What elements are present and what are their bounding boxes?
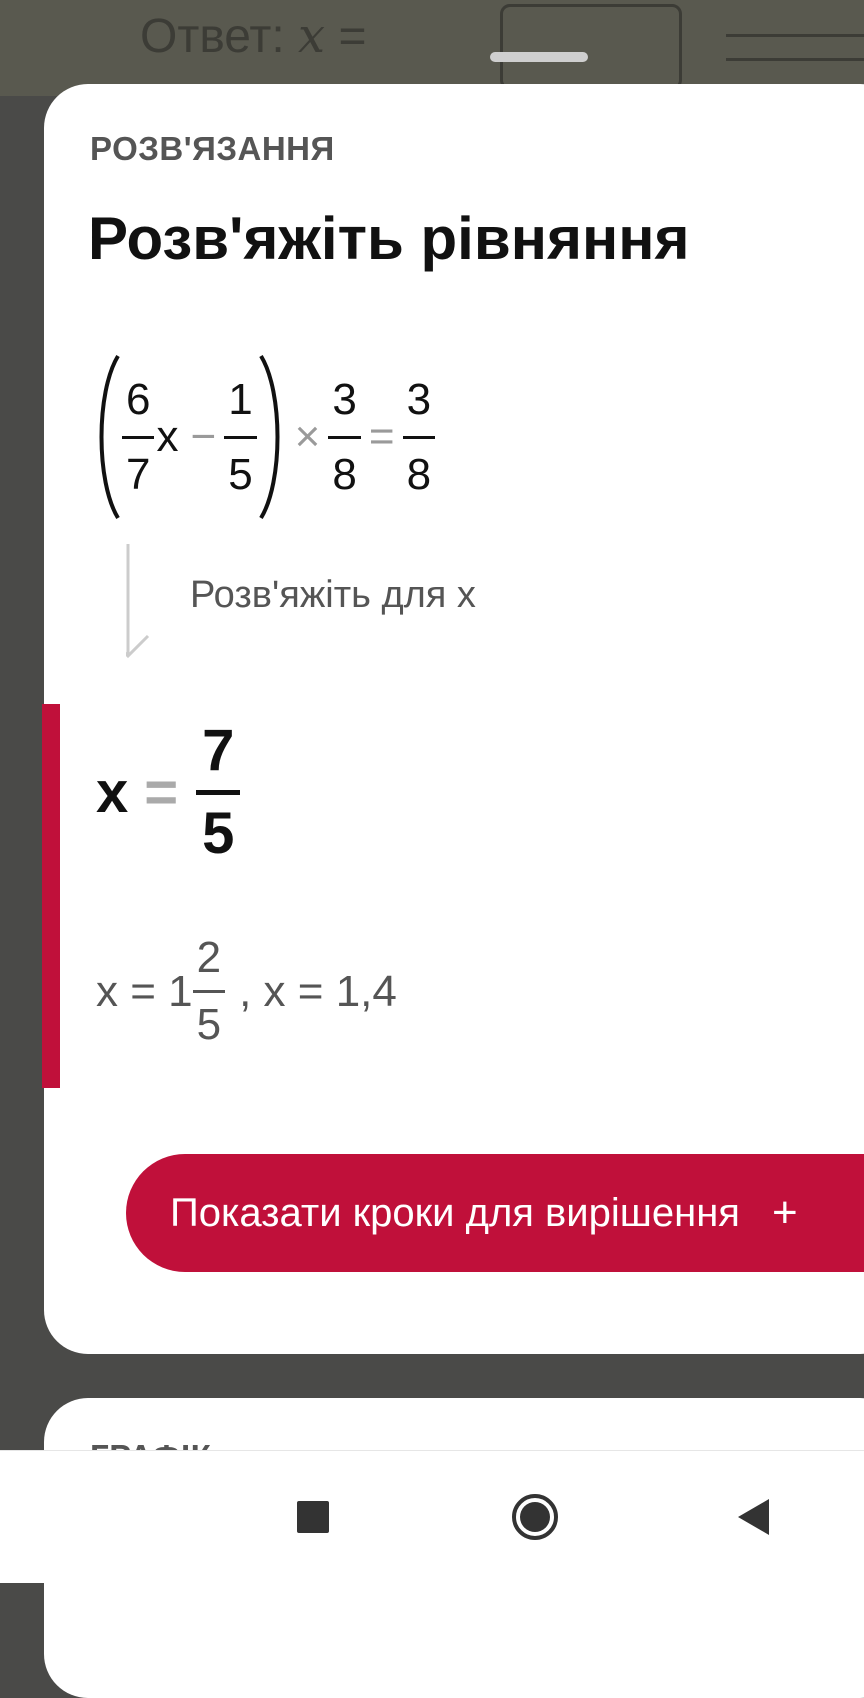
- final-answer: [96, 718, 240, 866]
- alternative-forms: [96, 933, 397, 1049]
- background-rule: [726, 58, 864, 61]
- numerator: 3: [332, 374, 357, 424]
- denominator: 7: [126, 449, 151, 499]
- background-answer-label: Ответ: x =: [140, 8, 367, 64]
- show-steps-button[interactable]: [126, 1154, 864, 1272]
- times-sign: ×: [294, 412, 321, 461]
- back-button[interactable]: [722, 1485, 786, 1549]
- step-label: Розв'яжіть для x: [190, 574, 476, 616]
- denominator: 5: [196, 1000, 222, 1049]
- plus-icon: +: [771, 1188, 798, 1237]
- variable: x: [156, 412, 179, 461]
- fraction: [328, 374, 360, 499]
- circle-icon: [510, 1492, 560, 1542]
- fraction: [122, 374, 154, 499]
- square-icon: [296, 1500, 330, 1534]
- numerator: 3: [406, 374, 432, 424]
- minus-sign: −: [190, 412, 217, 461]
- decimal-form: , x = 1,4: [239, 966, 397, 1016]
- fraction: [403, 374, 435, 499]
- mixed-fraction: [193, 933, 225, 1049]
- numerator: 2: [196, 933, 222, 982]
- denominator: 8: [406, 449, 432, 499]
- denominator: 8: [332, 449, 357, 499]
- recents-button[interactable]: [281, 1485, 345, 1549]
- equals-sign: =: [368, 412, 395, 461]
- system-navigation-bar: [0, 1450, 864, 1583]
- answer-fraction: [196, 718, 240, 866]
- right-paren: [257, 352, 287, 522]
- numerator: 6: [126, 374, 151, 424]
- equals-sign: =: [144, 760, 179, 825]
- show-steps-label: Показати кроки для вирішення: [170, 1190, 740, 1235]
- sheet-drag-handle[interactable]: [490, 52, 588, 62]
- answer-variable: x: [96, 760, 129, 825]
- triangle-back-icon: [736, 1498, 772, 1536]
- denominator: 5: [202, 801, 235, 866]
- section-label: РОЗВ'ЯЗАННЯ: [90, 130, 335, 167]
- background-rule: [726, 34, 864, 37]
- problem-equation: [92, 352, 435, 522]
- solution-card: [44, 84, 864, 1354]
- numerator: 7: [202, 718, 235, 783]
- mixed-number-prefix: x = 1: [96, 966, 193, 1016]
- denominator: 5: [228, 449, 253, 499]
- numerator: 1: [228, 374, 253, 424]
- problem-title: Розв'яжіть рівняння: [88, 205, 690, 272]
- answer-accent-bar: [42, 704, 60, 1088]
- fraction: [224, 374, 256, 499]
- background-worksheet: [0, 0, 864, 96]
- arrow-down-icon: [126, 544, 176, 660]
- background-answer-box: [500, 4, 682, 90]
- left-paren: [92, 352, 122, 522]
- home-button[interactable]: [503, 1485, 567, 1549]
